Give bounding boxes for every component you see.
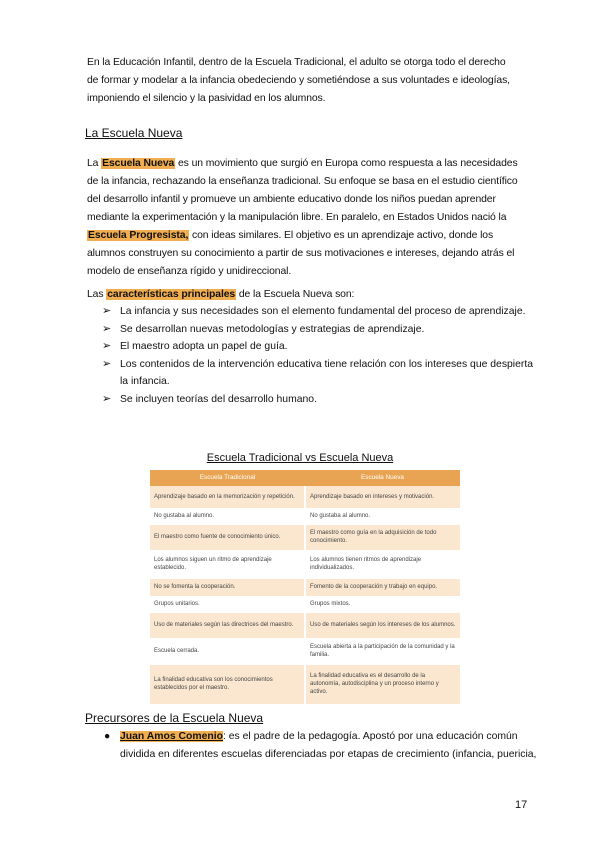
table-cell: Grupos unitarios. [150, 596, 305, 612]
escuela-nueva-paragraph [87, 155, 519, 281]
highlight-escuela-nueva: Escuela Nueva [102, 158, 175, 169]
table-cell: Escuela abierta a la participación de la comunidad y la familia. [305, 638, 460, 664]
comparison-table [150, 470, 460, 705]
precursor-item [104, 728, 540, 764]
table-cell: Fomento de la cooperación y trabajo en equipo. [305, 578, 460, 596]
highlight-juan-amos-comenio: Juan Amos Comenio [120, 731, 223, 742]
caracteristicas-list [104, 303, 534, 408]
list-item-text: Los contenidos de la intervención educativa tiene relación con los intereses que despierta la infancia. [120, 358, 534, 387]
p2-text-post: de la Escuela Nueva son: [236, 289, 355, 300]
table-cell: No gustaba al alumno. [150, 508, 305, 524]
p2-text-pre: Las [87, 289, 107, 300]
arrow-bullet-icon: ➢ [102, 340, 112, 352]
table-row [150, 524, 460, 550]
bullet-dot-icon: ● [104, 731, 111, 742]
table-header-tradicional: Escuela Tradicional [150, 470, 305, 486]
list-item-text: Se incluyen teorías del desarrollo humano. [120, 393, 317, 405]
arrow-bullet-icon: ➢ [102, 322, 112, 335]
arrow-bullet-icon: ➢ [102, 357, 112, 370]
table-row [150, 508, 460, 524]
table-cell: Uso de materiales según los intereses de los alumnos. [305, 612, 460, 638]
caracteristicas-intro [87, 286, 519, 304]
table-cell: La finalidad educativa es el desarrollo de la autonomía, autodisciplina y un proceso interno y activo. [305, 664, 460, 704]
table-cell: Aprendizaje basado en intereses y motivación. [305, 486, 460, 508]
section-heading-precursores: Precursores de la Escuela Nueva [85, 711, 264, 725]
table-row [150, 578, 460, 596]
highlight-caracteristicas: características principales [107, 289, 236, 300]
list-item [104, 338, 534, 356]
arrow-bullet-icon: ➢ [102, 392, 112, 405]
list-item-text: El maestro adopta un papel de guía. [120, 341, 288, 352]
table-row [150, 638, 460, 664]
table-row [150, 596, 460, 612]
table-cell: No gustaba al alumno. [305, 508, 460, 524]
section-heading-escuela-nueva: La Escuela Nueva [85, 126, 183, 140]
table-row [150, 612, 460, 638]
list-item [104, 321, 534, 339]
list-item [104, 303, 534, 321]
highlight-escuela-progresista: Escuela Progresista, [88, 230, 189, 241]
table-header-nueva: Escuela Nueva [305, 470, 460, 486]
table-cell: La finalidad educativa son los conocimientos establecidos por el maestro. [150, 664, 305, 704]
table-row [150, 486, 460, 508]
table-row [150, 664, 460, 704]
page-number: 17 [515, 799, 528, 811]
table-row [150, 550, 460, 578]
table-cell: Aprendizaje basado en la memorización y repetición. [150, 486, 305, 508]
p1-text-mid: es un movimiento que surgió en Europa como respuesta a las necesidades de la infancia, rechazando la enseñanza tradicional. Su enfoque se basa en el estudio científico del desarrollo infantil y promueve un ambiente educativo donde los niños puedan aprender mediante la experimentación y la manipulación libre. En paralelo, en Estados Unidos nació la [87, 158, 518, 223]
table-title: Escuela Tradicional vs Escuela Nueva [206, 452, 394, 464]
list-item [104, 356, 534, 391]
table-header-row [150, 470, 460, 486]
table-cell: Uso de materiales según las directrices del maestro. [150, 612, 305, 638]
arrow-bullet-icon: ➢ [102, 305, 112, 317]
p1-text-post: con ideas similares. El objetivo es un aprendizaje activo, donde los alumnos construyen su conocimiento a partir de sus motivaciones e intereses, dejando atrás el modelo de enseñanza rígido y unidireccional. [87, 230, 515, 277]
table-cell: Grupos mixtos. [305, 596, 460, 612]
table-cell: Los alumnos siguen un ritmo de aprendizaje establecido. [150, 550, 305, 578]
table-cell: El maestro como guía en la adquisición de todo conocimiento. [305, 524, 460, 550]
table-cell: Escuela cerrada. [150, 638, 305, 664]
precursor-item-text: : es el padre de la pedagogía. Apostó por una educación común dividida en diferentes escuelas diferenciadas por etapas de crecimiento (infancia, puericia, [120, 731, 537, 760]
intro-paragraph: En la Educación Infantil, dentro de la Escuela Tradicional, el adulto se otorga todo el derecho de formar y modelar a la infancia obedeciendo y sometiéndose a sus voluntades e ideologías, imponiendo el silencio y la pasividad en los alumnos. [87, 57, 510, 104]
table-cell: El maestro como fuente de conocimiento único. [150, 524, 305, 550]
list-item [104, 391, 534, 409]
p1-text-pre: La [87, 158, 102, 169]
table-cell: No se fomenta la cooperación. [150, 578, 305, 596]
list-item-text: Se desarrollan nuevas metodologías y estrategias de aprendizaje. [120, 323, 425, 335]
table-cell: Los alumnos tienen ritmos de aprendizaje individualizados. [305, 550, 460, 578]
list-item-text: La infancia y sus necesidades son el elemento fundamental del proceso de aprendizaje. [120, 306, 526, 317]
